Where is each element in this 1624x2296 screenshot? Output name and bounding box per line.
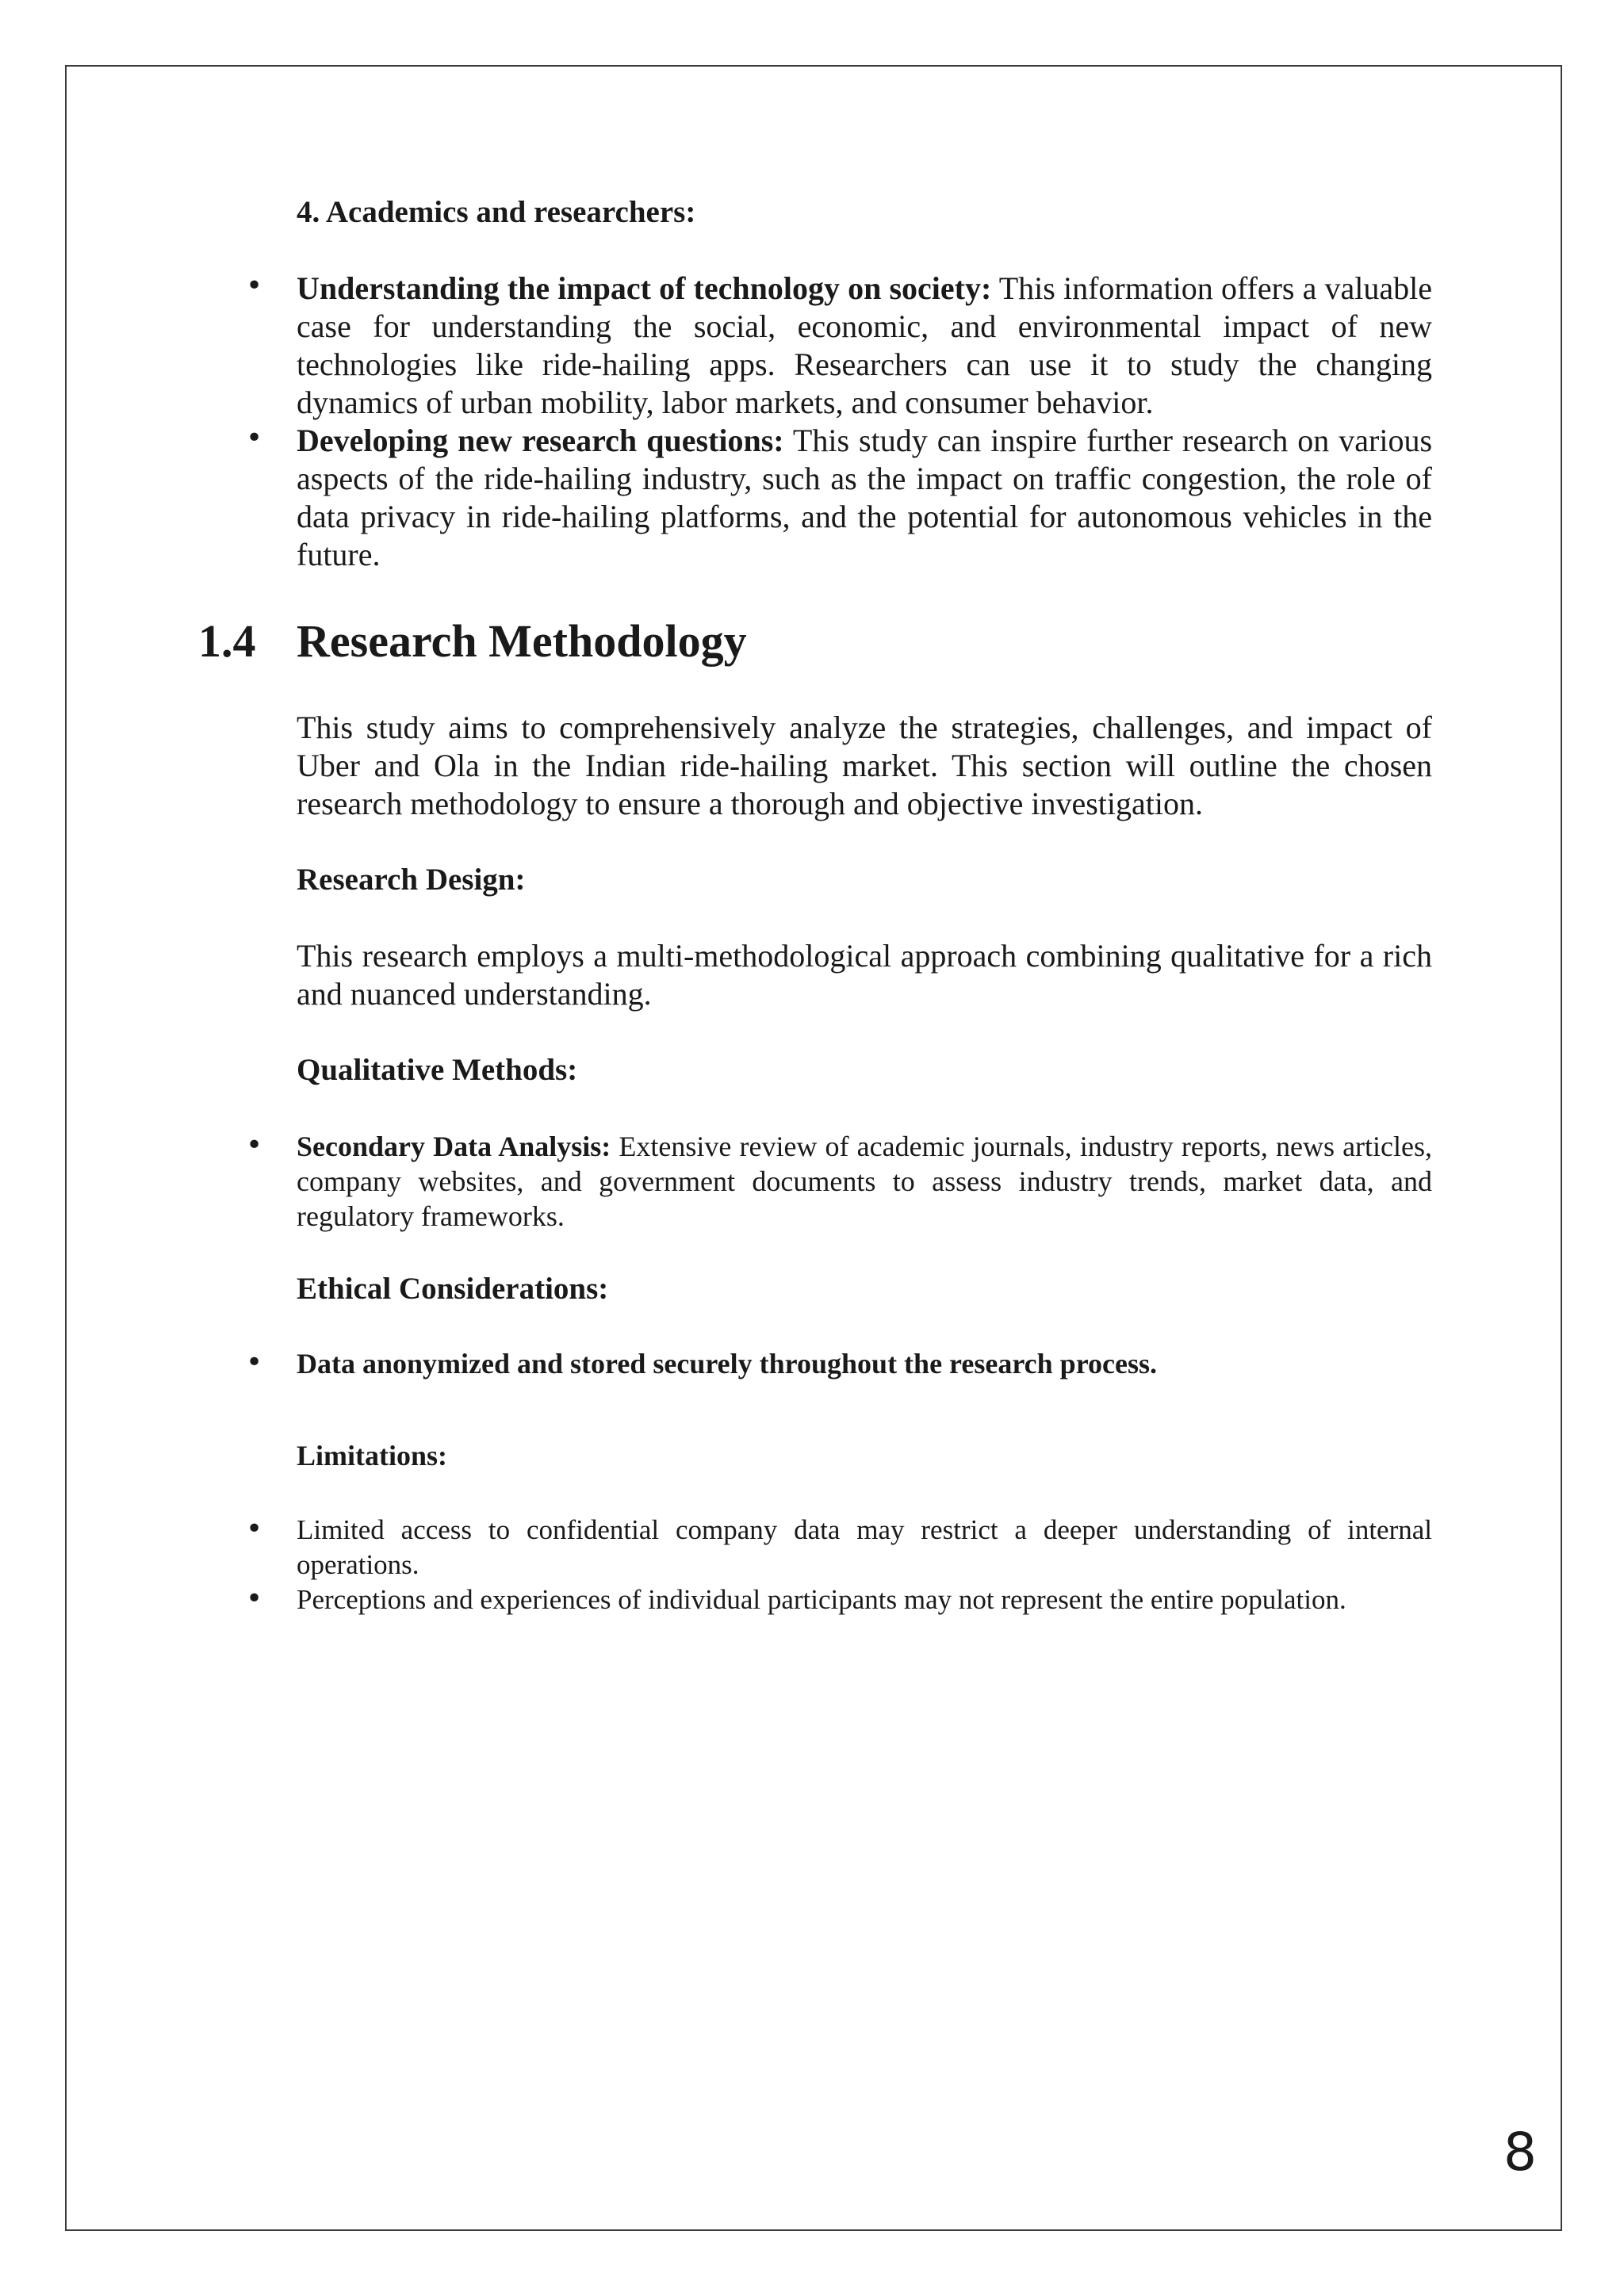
list-item: [246, 1129, 1433, 1234]
bullet-text: This study can inspire further research on various aspects of the ride-hailing industry, such as the impact on traffic congestion, the role of data privacy in ride-hailing platforms, and the potential for autonomous vehicles in the future.: [297, 423, 1433, 572]
page-content: [198, 193, 1433, 1617]
limitations-bullet-list: [246, 1513, 1432, 1617]
limitations-heading: Limitations:: [297, 1440, 448, 1471]
bullet-icon: •: [246, 1346, 263, 1379]
bullet-lead: Understanding the impact of technology on society:: [297, 270, 992, 306]
qualitative-bullet-list: [246, 1129, 1433, 1234]
bullet-lead: Secondary Data Analysis:: [297, 1131, 611, 1162]
list-item: [246, 270, 1432, 422]
bullet-icon: •: [246, 1513, 263, 1545]
section-intro: This study aims to comprehensively analyze the strategies, challenges, and impact of Uber and Ola in the Indian ride-hailing market. This section will outline the chosen research methodology to ensure a thorough and objective investigation.: [297, 710, 1432, 821]
qualitative-methods-heading: Qualitative Methods:: [297, 1053, 578, 1087]
bullet-lead: Developing new research questions:: [297, 423, 784, 458]
ethical-bullet-list: [246, 1346, 1432, 1381]
list-item: [246, 422, 1433, 574]
research-design-text: This research employs a multi-methodological approach combining qualitative for a rich and nuanced understanding.: [297, 938, 1432, 1012]
bullet-text: Extensive review of academic journals, industry reports, news articles, company websites, and government documents to assess industry trends, market data, and regulatory frameworks.: [297, 1131, 1433, 1232]
page-number: 8: [1503, 2122, 1537, 2183]
ethical-considerations-heading: Ethical Considerations:: [297, 1272, 609, 1306]
section-heading: [198, 614, 1432, 669]
section-number: 1.4: [198, 615, 256, 667]
list-item: [246, 1582, 1432, 1617]
bullet-text: Perceptions and experiences of individual participants may not represent the entire population.: [297, 1584, 1346, 1615]
list-item: [246, 1346, 1432, 1381]
bullet-icon: •: [246, 270, 263, 302]
section-title: Research Methodology: [297, 615, 747, 667]
bullet-icon: •: [246, 1582, 263, 1615]
list-item: [246, 1513, 1432, 1582]
bullet-icon: •: [246, 1129, 263, 1161]
bullet-icon: •: [246, 422, 263, 454]
academics-bullet-list: [246, 270, 1433, 574]
bullet-text: This information offers a valuable case for understanding the social, economic, and environmental impact of new technologies like ride-hailing apps. Researchers can use it to study the changing dynamics of urban mobility, labor markets, and consumer behavior.: [297, 270, 1432, 420]
subsection-heading-academics: 4. Academics and researchers:: [297, 195, 696, 229]
research-design-heading: Research Design:: [297, 863, 526, 897]
bullet-text: Data anonymized and stored securely throughout the research process.: [297, 1348, 1157, 1380]
bullet-text: Limited access to confidential company data may restrict a deeper understanding of internal operations.: [297, 1514, 1432, 1580]
